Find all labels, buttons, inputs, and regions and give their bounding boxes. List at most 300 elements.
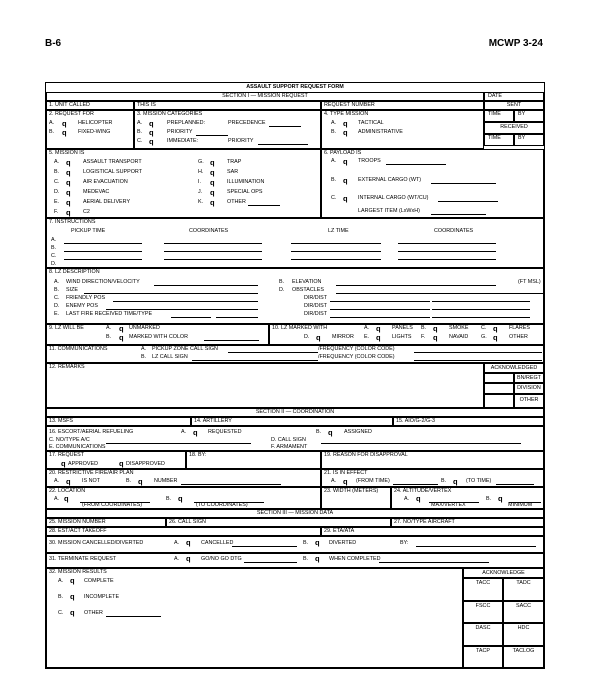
takeoff-label: 28. EST/ACT TAKEOFF [49, 528, 107, 534]
fill-line[interactable] [269, 126, 301, 127]
assigned-label: ASSIGNED [344, 429, 372, 435]
diverted-by-label: BY: [400, 540, 409, 546]
cancelled-diverted-label: 30. MISSION CANCELLED/DIVERTED [49, 540, 144, 546]
fill-line[interactable] [379, 562, 489, 563]
option-letter: B. [279, 279, 285, 285]
other-checkbox[interactable]: q [493, 333, 498, 342]
option-letter: E. [54, 199, 60, 205]
tadc-label: TADC [516, 580, 531, 586]
option-letter: H. [198, 169, 204, 175]
incomplete-checkbox[interactable]: q [70, 592, 75, 601]
fill-line[interactable] [106, 616, 161, 617]
checkbox[interactable]: q [149, 137, 154, 146]
fill-line[interactable] [414, 360, 542, 361]
option-letter: G. [198, 159, 204, 165]
msfs-label: 13. MSFS [49, 418, 73, 424]
bn-regt-label: BN/REGT [517, 375, 541, 381]
option-letter: C. [481, 325, 487, 331]
payload-is-label: 6. PAYLOAD IS [324, 150, 362, 156]
by-label: BY [518, 111, 526, 117]
fill-line[interactable] [244, 562, 297, 563]
fixed-wing-label: FIXED-WING [78, 129, 111, 135]
lz-marked-with-label: 10. LZ MARKED WITH [272, 325, 328, 331]
fill-line[interactable] [164, 259, 262, 260]
fill-line[interactable] [336, 285, 496, 286]
coordinates-header: COORDINATES [189, 228, 229, 234]
section-3-title: SECTION III — MISSION DATA [256, 510, 334, 516]
aio-label: 15. AIO/G-2/G-3 [396, 418, 435, 424]
checkbox[interactable]: q [343, 157, 348, 166]
option-letter: E. [54, 311, 60, 317]
navaid-label: NAVAID [449, 334, 469, 340]
option-letter: B. [303, 540, 309, 546]
by-label: BY [518, 135, 526, 141]
last_fire-label: LAST FIRE RECEIVED TIME/TYPE [66, 311, 153, 317]
fill-line[interactable] [216, 317, 258, 318]
option-letter: A. [174, 556, 180, 562]
fill-line[interactable] [291, 243, 381, 244]
fill-line[interactable] [330, 309, 430, 310]
smoke-checkbox[interactable]: q [433, 324, 438, 333]
lights-label: LIGHTS [392, 334, 412, 340]
hdc-label: HDC [517, 625, 530, 631]
mission-type-label: SPECIAL OPS [227, 189, 263, 195]
checkbox[interactable]: q [343, 194, 348, 203]
terminate-cell[interactable] [46, 553, 544, 568]
fill-line[interactable] [431, 214, 486, 215]
option-letter: B. [441, 478, 447, 484]
fill-line[interactable] [258, 144, 308, 145]
fill-line[interactable] [398, 251, 496, 252]
option-letter: A. [364, 325, 370, 331]
fill-line[interactable] [196, 135, 228, 136]
fill-line[interactable] [330, 317, 430, 318]
fill-line[interactable] [431, 183, 496, 184]
approved-checkbox[interactable]: q [61, 459, 66, 468]
option-letter: A. [54, 478, 60, 484]
option-letter: C. [54, 179, 60, 185]
option-letter: B. [331, 177, 337, 183]
checkbox[interactable]: q [64, 494, 69, 503]
eta-cell[interactable] [321, 527, 544, 536]
fill-line[interactable] [414, 352, 542, 353]
fixed-wing-checkbox[interactable]: q [62, 128, 67, 137]
option-letter: B. [166, 496, 172, 502]
fill-line[interactable] [84, 293, 258, 294]
option-letter: B. [316, 429, 322, 435]
time-label: TIME [488, 135, 501, 141]
section-1-title: SECTION I — MISSION REQUEST [222, 93, 308, 99]
request-for-label: 2. REQUEST FOR [49, 111, 94, 117]
option-letter: A. [331, 158, 337, 164]
wind-label: WIND DIRECTION/VELOCITY [66, 279, 140, 285]
lz-time-header: LZ TIME [328, 228, 349, 234]
lz-will-be-label: 9. LZ WILL BE [49, 325, 84, 331]
mission-categories-label: 3. MISSION CATEGORIES [137, 111, 203, 117]
mission-type-label: ASSAULT TRANSPORT [83, 159, 142, 165]
complete-label: COMPLETE [84, 578, 114, 584]
remarks-label: 12. REMARKS [49, 364, 85, 370]
fill-line[interactable] [192, 360, 318, 361]
ack-box[interactable] [484, 394, 514, 408]
ft-msl-label: (FT MSL) [518, 279, 541, 285]
dir-dist-label: DIR/DIST [304, 311, 328, 317]
helicopter-label: HELICOPTER [78, 120, 113, 126]
fill-line[interactable] [106, 443, 251, 444]
mirror-label: MIRROR [332, 334, 354, 340]
option-letter: A. [331, 120, 337, 126]
option-letter: J. [198, 189, 203, 195]
by-field-label: 18. BY: [189, 452, 207, 458]
option-letter: B. [54, 169, 60, 175]
disapproved-label: DISAPPROVED [126, 461, 165, 467]
division-label: DIVISION [517, 385, 541, 391]
max-vertex-label: MAX/VERTEX [431, 502, 466, 508]
fill-line[interactable] [64, 243, 142, 244]
in-effect-label: 21. IS IN EFFECT [324, 470, 368, 476]
date-label: DATE [488, 93, 502, 99]
option-letter: E. [364, 334, 370, 340]
fill-line[interactable] [228, 352, 318, 353]
checkbox[interactable]: q [343, 176, 348, 185]
other-checkbox[interactable]: q [70, 608, 75, 617]
fill-line[interactable] [321, 443, 521, 444]
complete-checkbox[interactable]: q [70, 576, 75, 585]
size-label: SIZE [66, 287, 78, 293]
received-label: RECEIVED [500, 124, 528, 130]
option-letter: D. [54, 189, 60, 195]
tacc-label: TACC [475, 580, 491, 586]
cancelled-checkbox[interactable]: q [186, 538, 191, 547]
unit-called-label: 1. UNIT CALLED [49, 102, 90, 108]
frequency-label: /FREQUENCY (COLOR CODE) [318, 346, 395, 352]
fill-line[interactable] [398, 259, 496, 260]
number-label: NUMBER [154, 478, 178, 484]
option-letter: D. [51, 261, 57, 267]
tactical-checkbox[interactable]: q [343, 119, 348, 128]
fill-line[interactable] [438, 201, 498, 202]
navaid-checkbox[interactable]: q [433, 333, 438, 342]
fill-line[interactable] [171, 317, 211, 318]
assigned-checkbox[interactable]: q [328, 428, 333, 437]
checkbox[interactable]: q [343, 477, 348, 486]
mirror-checkbox[interactable]: q [316, 333, 321, 342]
option-letter: A. [51, 237, 57, 243]
tactical-label: TACTICAL [358, 120, 384, 126]
fill-line[interactable] [154, 285, 258, 286]
option-letter: B. [137, 129, 143, 135]
external-cargo-label: EXTERNAL CARGO (WT) [358, 177, 421, 183]
restrictive-fire-label: 20. RESTRICTIVE FIRE/AIR PLAN [49, 470, 134, 476]
fill-line[interactable] [416, 546, 536, 547]
mission-results-label: 32. MISSION RESULTS [49, 569, 107, 575]
internal-cargo-label: INTERNAL CARGO (WT/CU) [358, 195, 429, 201]
option-letter: A. [54, 496, 60, 502]
call-sign-label: 26. CALL SIGN [169, 519, 206, 525]
section-2-title: SECTION II — COORDINATION [255, 409, 335, 415]
from-time-label: (FROM TIME) [356, 478, 390, 484]
option-letter: C. [51, 253, 57, 259]
fill-line[interactable] [113, 301, 258, 302]
option-letter: B. [49, 129, 55, 135]
request-label: 17. REQUEST [49, 452, 85, 458]
form-title: ASSAULT SUPPORT REQUEST FORM [246, 84, 344, 90]
instructions-label: 7. INSTRUCTIONS [49, 219, 96, 225]
when-completed-label: WHEN COMPLETED [329, 556, 381, 562]
precedence-label: PRECEDENCE [228, 120, 266, 126]
priority-label: PRIORITY [167, 129, 193, 135]
mission-type-checkbox[interactable]: q [210, 178, 215, 187]
diverted-label: DIVERTED [329, 540, 357, 546]
terminate-label: 31. TERMINATE REQUEST [49, 556, 117, 562]
other-label: OTHER [84, 610, 103, 616]
minimum-label: MINIMUM [508, 502, 533, 508]
mission-type-label: ILLUMINATION [227, 179, 265, 185]
dasc-label: DASC [475, 625, 491, 631]
call-sign-d-label: D. CALL SIGN [271, 437, 306, 443]
other-label: OTHER [509, 334, 528, 340]
mission-type-checkbox[interactable]: q [66, 188, 71, 197]
acknowledge-label: ACKNOWLEDGE [482, 570, 525, 576]
option-letter: A. [174, 540, 180, 546]
tacp-label: TACP [476, 647, 490, 654]
reason-label: 19. REASON FOR DISAPPROVAL [324, 452, 408, 458]
fill-line[interactable] [248, 205, 280, 206]
time-label: TIME [488, 111, 501, 117]
option-letter: C. [54, 295, 60, 301]
ack-box[interactable] [484, 373, 514, 383]
fill-line[interactable] [164, 243, 262, 244]
checkbox[interactable]: q [453, 477, 458, 486]
preplanned-label: PREPLANNED: [167, 120, 206, 126]
flares-checkbox[interactable]: q [493, 324, 498, 333]
pickup-zone-call-sign-label: PICKUP ZONE CALL SIGN [152, 346, 218, 352]
no-type-ac-label: C. NO/TYPE A/C [49, 437, 90, 443]
option-letter: B. [331, 129, 337, 135]
option-letter: F. [54, 209, 59, 215]
fill-line[interactable] [398, 243, 496, 244]
option-letter: A. [54, 159, 60, 165]
option-letter: G. [481, 334, 487, 340]
to-coordinates-label: (TO COORDINATES) [196, 502, 248, 508]
immediate-label: IMMEDIATE: [167, 138, 199, 144]
other-label: OTHER [519, 397, 539, 403]
option-letter: A. [106, 325, 112, 331]
option-letter: D. [279, 287, 285, 293]
option-letter: A. [137, 120, 143, 126]
option-letter: A. [49, 120, 55, 126]
smoke-label: SMOKE [449, 325, 469, 331]
fill-line[interactable] [291, 259, 381, 260]
coordinates-header: COORDINATES [434, 228, 474, 234]
requested-checkbox[interactable]: q [193, 428, 198, 437]
go-no-go-checkbox[interactable]: q [186, 554, 191, 563]
armament-f-label: F. ARMAMENT [271, 444, 308, 450]
fill-line[interactable] [64, 259, 142, 260]
mission-type-label: TRAP [227, 159, 242, 165]
approved-label: APPROVED [68, 461, 98, 467]
helicopter-checkbox[interactable]: q [62, 119, 67, 128]
priority-label: PRIORITY [228, 138, 254, 144]
cancelled-label: CANCELLED [201, 540, 234, 546]
option-letter: B. [421, 325, 427, 331]
unmarked-checkbox[interactable]: q [119, 324, 124, 333]
option-letter: A. [141, 346, 147, 352]
artillery-label: 14. ARTILLERY [194, 418, 232, 424]
mission-type-checkbox[interactable]: q [66, 198, 71, 207]
marked-color-checkbox[interactable]: q [119, 333, 124, 342]
mission-type-label: AERIAL DELIVERY [83, 199, 131, 205]
lz-description-label: 8. LZ DESCRIPTION [49, 269, 100, 275]
fill-line[interactable] [432, 301, 530, 302]
mission-type-checkbox[interactable]: q [66, 158, 71, 167]
troops-label: TROOPS [358, 158, 381, 164]
fill-line[interactable] [64, 251, 142, 252]
panels-label: PANELS [392, 325, 413, 331]
mission-type-checkbox[interactable]: q [210, 168, 215, 177]
fill-line[interactable] [106, 309, 258, 310]
fill-line[interactable] [330, 301, 430, 302]
option-letter: C. [58, 610, 64, 616]
fill-line[interactable] [232, 546, 297, 547]
administrative-label: ADMINISTRATIVE [358, 129, 403, 135]
lz-call-sign-label: LZ CALL SIGN [152, 354, 188, 360]
number-checkbox[interactable]: q [138, 477, 143, 486]
option-letter: A. [58, 578, 64, 584]
pickup-time-header: PICKUP TIME [71, 228, 106, 234]
mission-is-label: 5. MISSION IS [49, 150, 85, 156]
communications-label: 11. COMMUNICATIONS [49, 346, 108, 352]
option-letter: C. [137, 138, 143, 144]
remarks-cell[interactable] [46, 363, 484, 408]
mission-type-checkbox[interactable]: q [210, 158, 215, 167]
is-not-checkbox[interactable]: q [66, 477, 71, 486]
option-letter: B. [303, 556, 309, 562]
diverted-checkbox[interactable]: q [315, 538, 320, 547]
taclog-label: TACLOG [512, 647, 535, 654]
aircraft-label: 27. NO/TYPE AIRCRAFT [394, 519, 455, 525]
sent-label: SENT [506, 102, 522, 108]
type-mission-label: 4. TYPE MISSION [324, 111, 369, 117]
mission-type-checkbox[interactable]: q [210, 198, 215, 207]
dir-dist-label: DIR/DIST [304, 295, 328, 301]
mission-type-label: SAR [227, 169, 239, 175]
option-letter: K. [198, 199, 204, 205]
mission-type-checkbox[interactable]: q [66, 168, 71, 177]
enemy_pos-label: ENEMY POS [66, 303, 98, 309]
option-letter: B. [58, 594, 64, 600]
administrative-checkbox[interactable]: q [343, 128, 348, 137]
fill-line[interactable] [291, 251, 381, 252]
this-is-cell[interactable] [134, 101, 321, 110]
checkbox[interactable]: q [498, 494, 503, 503]
option-letter: A. [54, 279, 60, 285]
escort-label: 16. ESCORT/AERIAL REFUELING [49, 429, 134, 435]
option-letter: B. [51, 245, 57, 251]
option-letter: D. [54, 303, 60, 309]
when-completed-checkbox[interactable]: q [315, 554, 320, 563]
mission-number-label: 25. MISSION NUMBER [49, 519, 106, 525]
fill-line[interactable] [432, 317, 530, 318]
dir-dist-label: DIR/DIST [304, 303, 328, 309]
fscc-label: FSCC [475, 602, 491, 609]
go-no-go-label: GO/NO GO DTG [201, 556, 242, 562]
option-letter: A. [331, 478, 337, 484]
fill-line[interactable] [181, 484, 281, 485]
ack-box[interactable] [484, 383, 514, 394]
option-letter: C. [331, 195, 337, 201]
obstacles-label: OBSTACLES [292, 287, 324, 293]
lights-checkbox[interactable]: q [376, 333, 381, 342]
mission-type-label: C2 [83, 209, 90, 215]
option-letter: B. [106, 334, 112, 340]
elevation-label: ELEVATION [292, 279, 322, 285]
mission-type-label: OTHER [227, 199, 246, 205]
checkbox[interactable]: q [149, 119, 154, 128]
panels-checkbox[interactable]: q [376, 324, 381, 333]
mission-type-label: LOGISTICAL SUPPORT [83, 169, 143, 175]
option-letter: D. [304, 334, 310, 340]
option-letter: A. [404, 496, 410, 502]
fill-line[interactable] [432, 309, 530, 310]
this-is-label: THIS IS [137, 102, 156, 108]
location-label: 22. LOCATION [49, 488, 86, 494]
option-letter: B. [486, 496, 492, 502]
sacc-label: SACC [516, 602, 531, 609]
friendly_pos-label: FRIENDLY POS [66, 295, 106, 301]
incomplete-label: INCOMPLETE [84, 594, 120, 600]
option-letter: B. [54, 287, 60, 293]
mission-type-checkbox[interactable]: q [66, 178, 71, 187]
option-letter: I. [198, 179, 201, 185]
fill-line[interactable] [204, 340, 259, 341]
fill-line[interactable] [393, 484, 438, 485]
checkbox[interactable]: q [178, 494, 183, 503]
is-not-label: IS NOT [82, 478, 100, 484]
width-label: 23. WIDTH (METERS) [324, 488, 379, 494]
checkbox[interactable]: q [416, 494, 421, 503]
option-letter: B. [126, 478, 132, 484]
requested-label: REQUESTED [208, 429, 242, 435]
acknowledged-label: ACKNOWLEDGED [490, 365, 538, 371]
fill-line[interactable] [496, 484, 534, 485]
fill-line[interactable] [336, 293, 544, 294]
marked-color-label: MARKED WITH COLOR [129, 334, 188, 340]
unmarked-label: UNMARKED [129, 325, 160, 331]
fill-line[interactable] [164, 251, 262, 252]
from-coordinates-label: (FROM COORDINATES) [82, 502, 143, 508]
disapproved-checkbox[interactable]: q [119, 459, 124, 468]
option-letter: B. [141, 354, 147, 360]
mission-type-label: MEDEVAC [83, 189, 110, 195]
request-number-label: REQUEST NUMBER [324, 102, 375, 108]
option-letter: A. [181, 429, 187, 435]
frequency-label: /FREQUENCY (COLOR CODE) [318, 354, 395, 360]
mission-type-checkbox[interactable]: q [66, 208, 71, 217]
checkbox[interactable]: q [149, 128, 154, 137]
altitude-label: 24. ALTITUDE/VERTEX [394, 488, 452, 494]
eta-label: 29. ETA/ATA [324, 528, 355, 534]
assault-support-request-form [45, 82, 545, 669]
publication-id: MCWP 3-24 [488, 38, 543, 49]
flares-label: FLARES [509, 325, 530, 331]
mission-type-label: AIR EVACUATION [83, 179, 128, 185]
page-number: B-6 [45, 38, 62, 49]
fill-line[interactable] [386, 164, 446, 165]
to-time-label: (TO TIME) [466, 478, 492, 484]
mission-type-checkbox[interactable]: q [210, 188, 215, 197]
communications-e-label: E. COMMUNICATIONS [49, 444, 106, 450]
